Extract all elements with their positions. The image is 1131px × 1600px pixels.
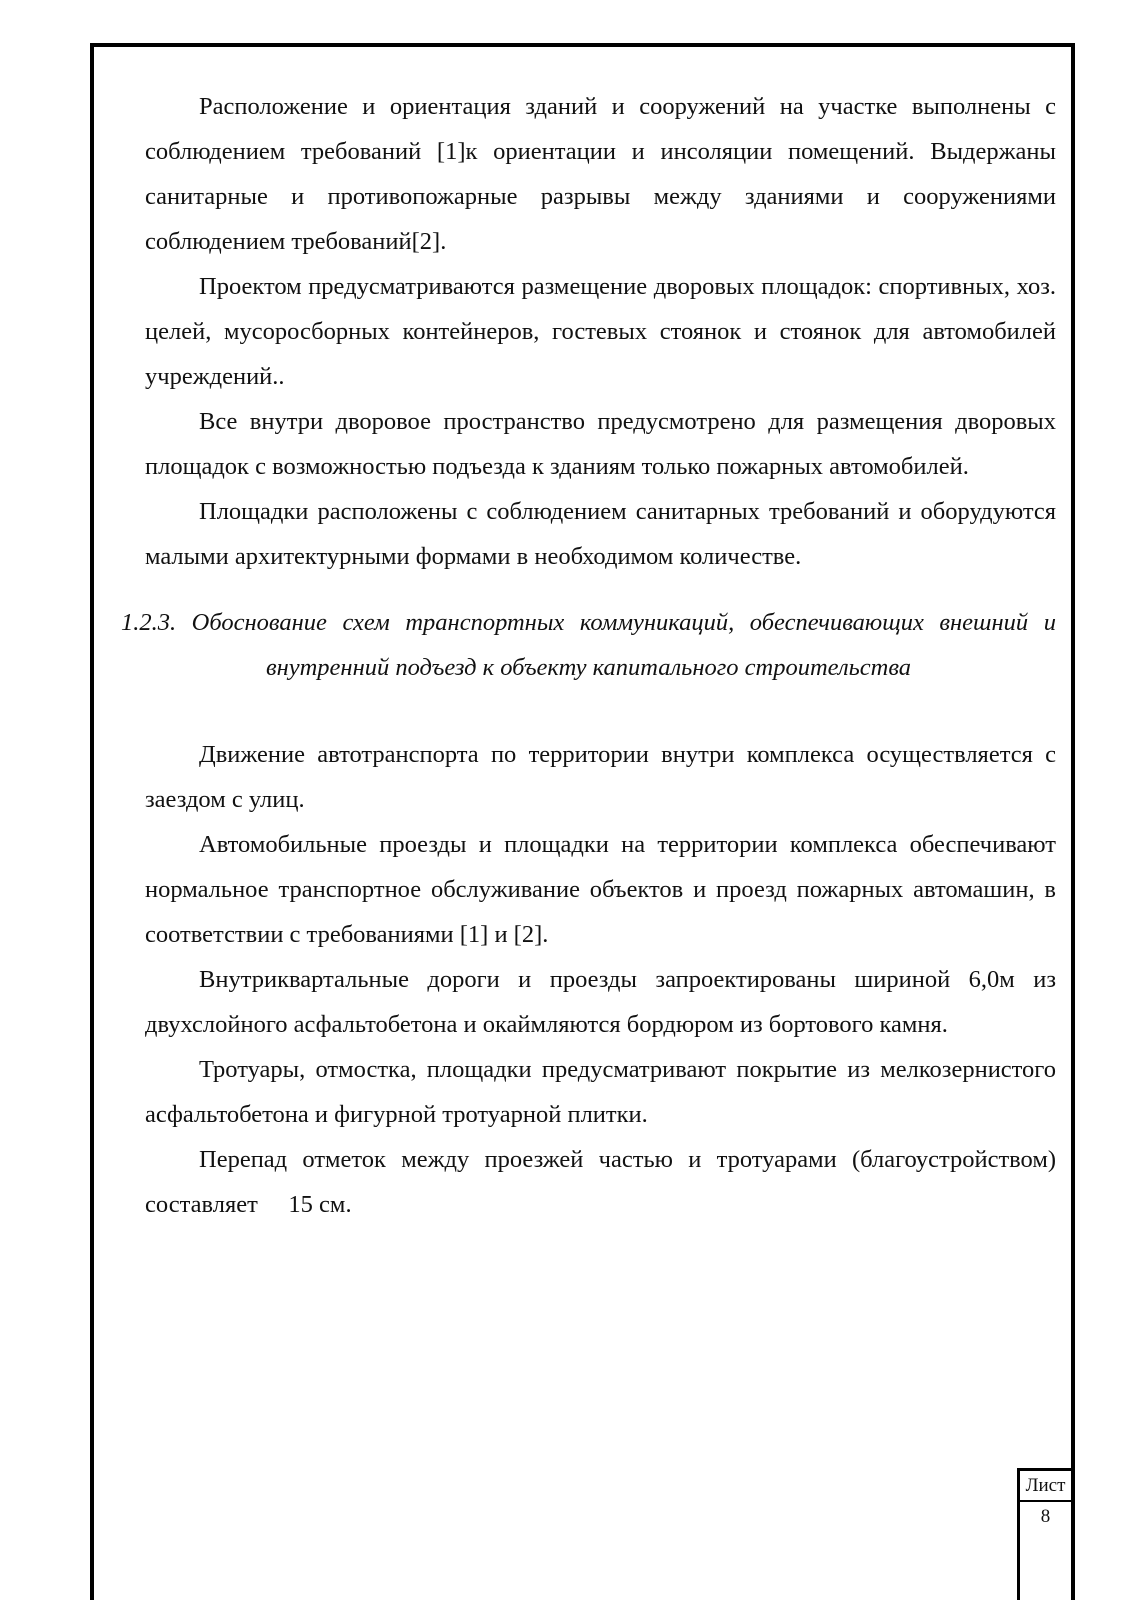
paragraph: Автомобильные проезды и площадки на территории комплекса обеспечивают нормальное транспортное обслуживание объектов и проезд пожарных автомашин, в соответствии с требованиями [1] и [2].	[145, 831, 1056, 948]
paragraph: Расположение и ориентация зданий и сооружений на участке выполнены с соблюдением требований [1]к ориентации и инсоляции помещений. Выдержаны санитарные и противопожарные разрывы между зданиями и сооружениями соблюдением требований[2].	[145, 93, 1056, 255]
paragraph: Все внутри дворовое пространство предусмотрено для размещения дворовых площадок с возможностью подъезда к зданиям только пожарных автомобилей.	[145, 408, 1056, 480]
paragraph: Внутриквартальные дороги и проезды запроектированы шириной 6,0м из двухслойного асфальтобетона и окаймляются бордюром из бортового камня.	[145, 966, 1056, 1038]
sheet-label: Лист	[1020, 1471, 1071, 1502]
section-heading	[121, 600, 1056, 690]
section-heading-line-2: внутренний подъезд к объекту капитального строительства	[265, 654, 912, 681]
paragraph: Проектом предусматриваются размещение дворовых площадок: спортивных, хоз. целей, мусоросборных контейнеров, гостевых стоянок и стоянок для автомобилей учреждений..	[145, 273, 1056, 390]
sheet-number-box	[1017, 1468, 1071, 1600]
paragraph: Тротуары, отмостка, площадки предусматривают покрытие из мелкозернистого асфальтобетона и фигурной тротуарной плитки.	[145, 1056, 1056, 1128]
document-body	[121, 84, 1063, 1227]
paragraph: Площадки расположены с соблюдением санитарных требований и оборудуются малыми архитектурными формами в необходимом количестве.	[145, 498, 1056, 570]
paragraph: Движение автотранспорта по территории внутри комплекса осуществляется с заездом с улиц.	[145, 741, 1056, 813]
spacer	[145, 690, 1056, 732]
sheet-number: 8	[1040, 1506, 1051, 1527]
paragraph: Перепад отметок между проезжей частью и тротуарами (благоустройством) составляет 15 см.	[145, 1146, 1063, 1218]
section-heading-line-1: 1.2.3. Обоснование схем транспортных коммуникаций, обеспечивающих внешний и	[121, 609, 1056, 636]
